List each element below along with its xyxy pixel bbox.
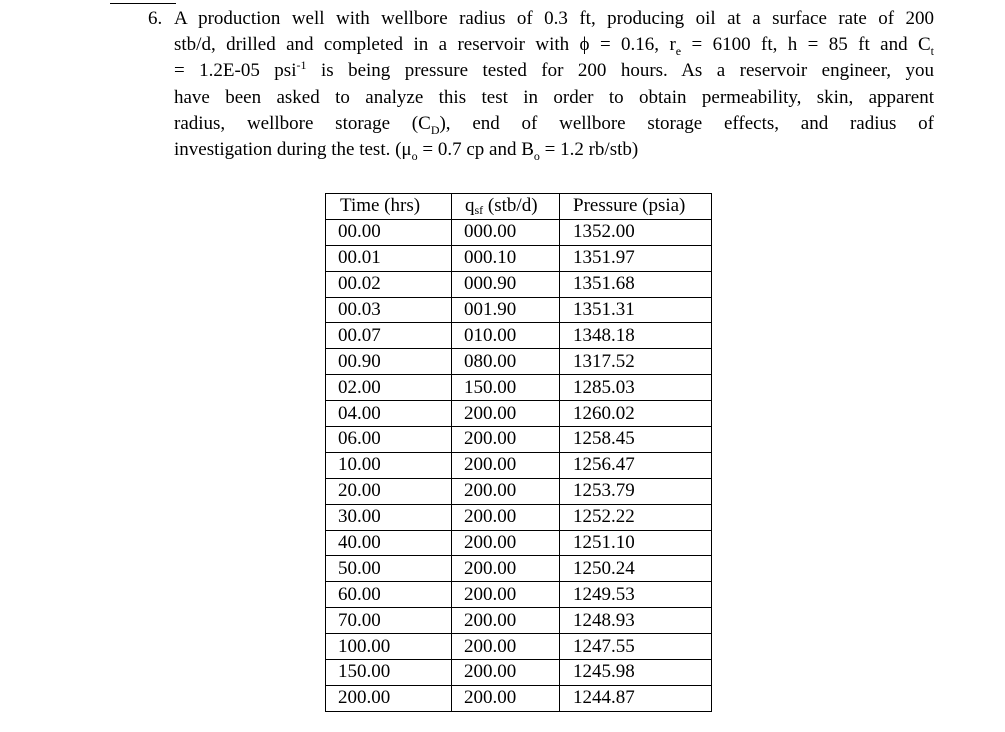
table-row xyxy=(326,530,712,556)
cell-pressure: 1252.22 xyxy=(560,504,712,530)
cell-pressure: 1352.00 xyxy=(560,219,712,245)
question-text xyxy=(174,6,934,163)
cell-pressure: 1260.02 xyxy=(560,401,712,427)
cell-time: 00.03 xyxy=(326,297,452,323)
cell-pressure: 1248.93 xyxy=(560,608,712,634)
cell-pressure: 1317.52 xyxy=(560,349,712,375)
cell-rate: 200.00 xyxy=(452,556,560,582)
table-body xyxy=(326,219,712,711)
question-line-5: radius, wellbore storage $(C_D)$, end of wellbore storage effects, and radius of xyxy=(174,112,934,137)
header-rate: qsf (stb/d) xyxy=(452,194,560,220)
cropped-heading-fragment xyxy=(110,0,176,4)
cell-rate: 000.90 xyxy=(452,271,560,297)
cell-rate: 200.00 xyxy=(452,401,560,427)
question-line-1: A production well with wellbore radius of 0.3 ft, producing oil at a surface rate of 200 xyxy=(174,8,934,29)
pressure-test-table xyxy=(325,193,712,712)
header-pressure: Pressure (psia) xyxy=(560,194,712,220)
table-row xyxy=(326,660,712,686)
table-row xyxy=(326,427,712,453)
cell-pressure: 1285.03 xyxy=(560,375,712,401)
cell-rate: 080.00 xyxy=(452,349,560,375)
table-row xyxy=(326,297,712,323)
cell-time: 04.00 xyxy=(326,401,452,427)
table-row xyxy=(326,271,712,297)
table-row xyxy=(326,685,712,711)
question-line-6: investigation during the test. ($\mu_o = 0.7$ cp and $B_o = 1.2$ rb/stb) xyxy=(174,139,639,164)
cell-rate: 200.00 xyxy=(452,634,560,660)
table-row xyxy=(326,349,712,375)
cell-pressure: 1250.24 xyxy=(560,556,712,582)
table-row xyxy=(326,504,712,530)
cell-time: 200.00 xyxy=(326,685,452,711)
cell-time: 40.00 xyxy=(326,530,452,556)
table-row xyxy=(326,245,712,271)
question-line-2: stb/d, drilled and completed in a reservoir with ϕ = 0.16, $r_e = 6100$ ft, h = 85 ft and $C_t$ xyxy=(174,34,935,59)
cell-time: 100.00 xyxy=(326,634,452,660)
question-number: 6. xyxy=(148,8,163,29)
table-row xyxy=(326,634,712,660)
cell-pressure: 1256.47 xyxy=(560,452,712,478)
cell-rate: 200.00 xyxy=(452,608,560,634)
cell-pressure: 1249.53 xyxy=(560,582,712,608)
cell-rate: 200.00 xyxy=(452,504,560,530)
question-line-3: = 1.2E-05 psi$^{-1}$ is being pressure tested for 200 hours. As a reservoir engineer, you xyxy=(174,58,934,82)
cell-rate: 200.00 xyxy=(452,660,560,686)
cell-time: 70.00 xyxy=(326,608,452,634)
cell-pressure: 1253.79 xyxy=(560,478,712,504)
cell-rate: 200.00 xyxy=(452,685,560,711)
cell-rate: 001.90 xyxy=(452,297,560,323)
table-row xyxy=(326,608,712,634)
table-row xyxy=(326,478,712,504)
cell-pressure: 1351.68 xyxy=(560,271,712,297)
cell-pressure: 1351.97 xyxy=(560,245,712,271)
cell-rate: 200.00 xyxy=(452,427,560,453)
table-header-row xyxy=(326,194,712,220)
cell-rate: 000.00 xyxy=(452,219,560,245)
cell-rate: 000.10 xyxy=(452,245,560,271)
cell-time: 150.00 xyxy=(326,660,452,686)
table-row xyxy=(326,375,712,401)
cell-time: 06.00 xyxy=(326,427,452,453)
cell-pressure: 1251.10 xyxy=(560,530,712,556)
cell-pressure: 1244.87 xyxy=(560,685,712,711)
cell-rate: 200.00 xyxy=(452,452,560,478)
cell-time: 00.02 xyxy=(326,271,452,297)
cell-pressure: 1247.55 xyxy=(560,634,712,660)
cell-time: 02.00 xyxy=(326,375,452,401)
cell-pressure: 1351.31 xyxy=(560,297,712,323)
cell-time: 20.00 xyxy=(326,478,452,504)
cell-time: 10.00 xyxy=(326,452,452,478)
cell-time: 30.00 xyxy=(326,504,452,530)
question-6 xyxy=(148,6,934,163)
cell-time: 00.90 xyxy=(326,349,452,375)
cell-pressure: 1245.98 xyxy=(560,660,712,686)
table-row xyxy=(326,323,712,349)
cell-time: 50.00 xyxy=(326,556,452,582)
cell-time: 60.00 xyxy=(326,582,452,608)
table-row xyxy=(326,556,712,582)
cell-rate: 010.00 xyxy=(452,323,560,349)
table-row xyxy=(326,401,712,427)
cell-rate: 200.00 xyxy=(452,582,560,608)
cell-rate: 150.00 xyxy=(452,375,560,401)
cell-time: 00.00 xyxy=(326,219,452,245)
table-row xyxy=(326,582,712,608)
cell-rate: 200.00 xyxy=(452,530,560,556)
question-line-4: have been asked to analyze this test in order to obtain permeability, skin, apparent xyxy=(174,86,934,108)
cell-time: 00.01 xyxy=(326,245,452,271)
header-time: Time (hrs) xyxy=(326,194,452,220)
cell-pressure: 1258.45 xyxy=(560,427,712,453)
table-row xyxy=(326,452,712,478)
table-row xyxy=(326,219,712,245)
cell-pressure: 1348.18 xyxy=(560,323,712,349)
cell-rate: 200.00 xyxy=(452,478,560,504)
cell-time: 00.07 xyxy=(326,323,452,349)
